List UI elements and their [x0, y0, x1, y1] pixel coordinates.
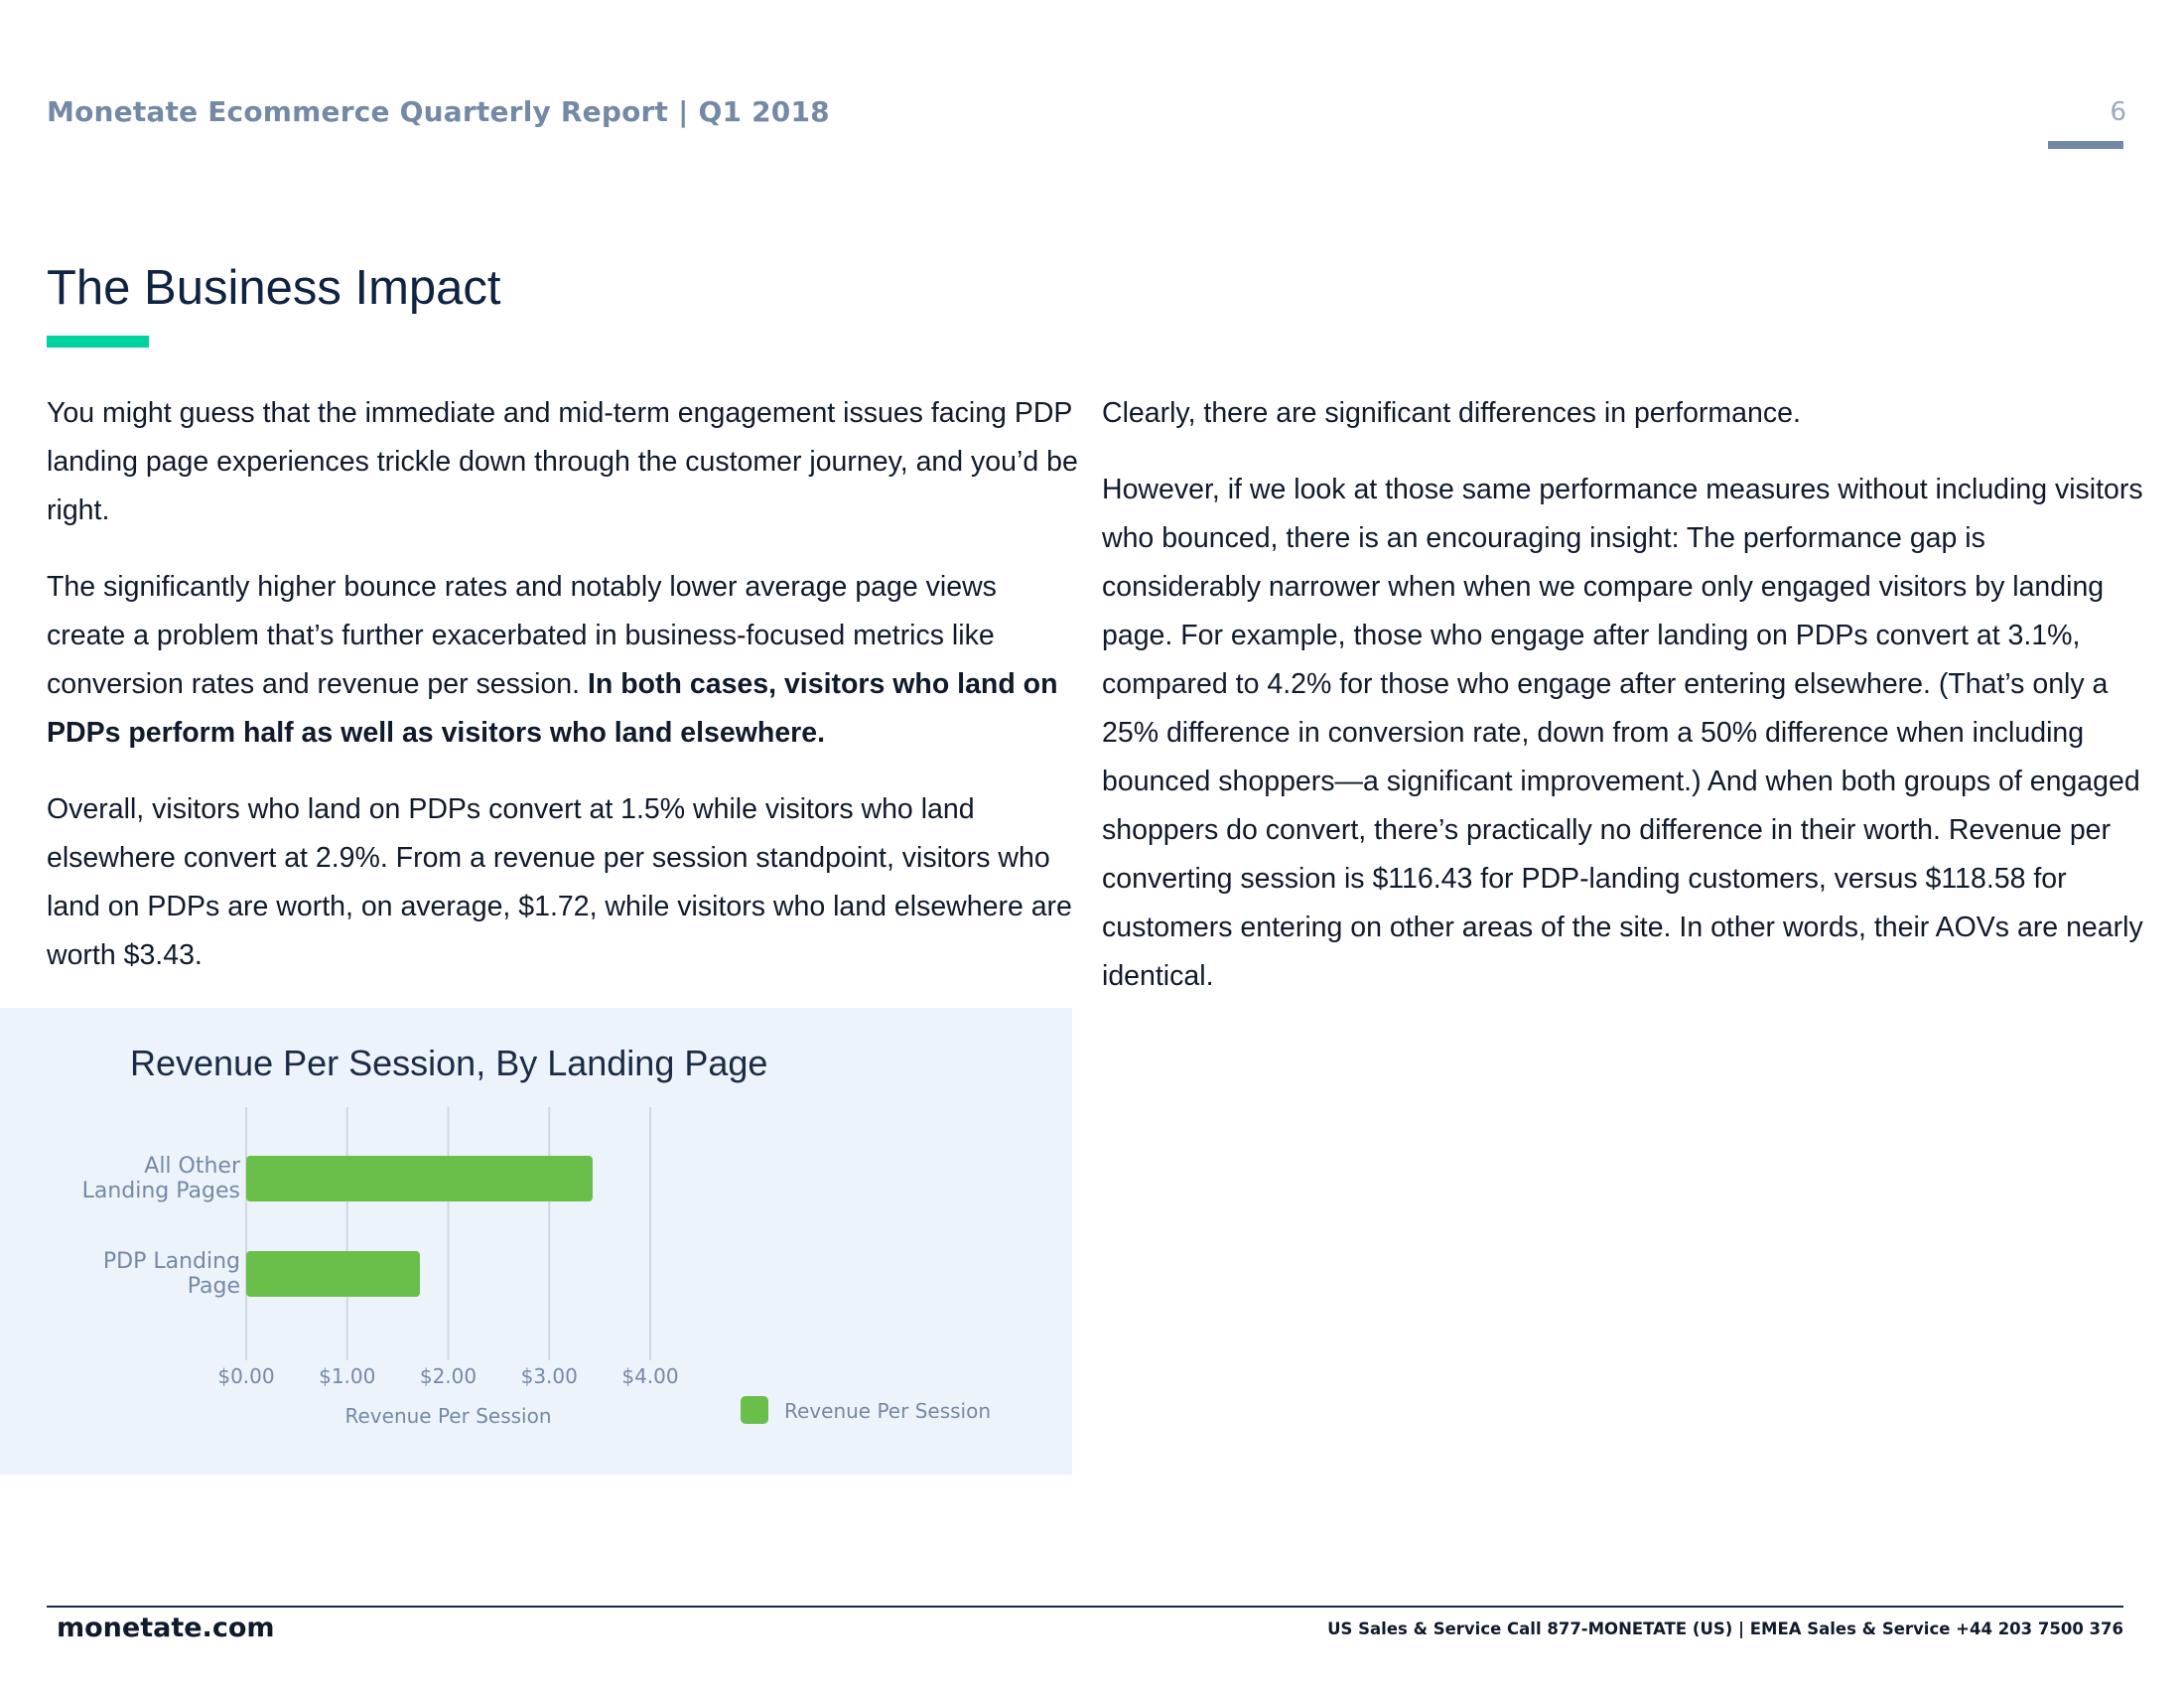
x-tick-label: $0.00 [217, 1364, 275, 1388]
left-paragraph-2-bold: In both cases, visitors who land on PDPs perform half as well as visitors who land elsewhere. [47, 668, 1058, 749]
x-tick-label: $3.00 [520, 1364, 578, 1388]
legend-label: Revenue Per Session [784, 1399, 991, 1423]
chart-title: Revenue Per Session, By Landing Page [130, 1043, 768, 1083]
title-underline [47, 336, 149, 348]
left-paragraph-3: Overall, visitors who land on PDPs convert at 1.5% while visitors who land elsewhere convert at 2.9%. From a revenue per session standpoint, visitors who land on PDPs are worth, on average, $1.72, while visitors who land elsewhere are worth $3.43. [47, 793, 1072, 971]
footer-brand[interactable]: monetate.com [57, 1613, 275, 1643]
left-paragraph-1: You might guess that the immediate and mid-term engagement issues facing PDP landing page experiences trickle down through the customer journey, and you’d be right. [47, 397, 1078, 526]
category-label: PDP Landing [102, 1249, 240, 1274]
right-paragraph-2: However, if we look at those same performance measures without including visitors who bounced, there is an encouraging insight: The performance gap is considerably narrower when when we compare only engaged visitors by landing page. For example, those who engage after landing on PDPs convert at 3.1%, compared to 4.2% for those who engage after entering elsewhere. (That’s only a 25% difference in conversion rate, down from a 50% difference when including bounced shoppers—a significant improvement.) And when both groups of engaged shoppers do convert, there’s practically no difference in their worth. Revenue per converting session is $116.43 for PDP-landing customers, versus $118.58 for customers entering on other areas of the site. In other words, their AOVs are nearly identical. [1102, 474, 2143, 992]
revenue-chart [0, 1008, 1072, 1475]
x-axis-label: Revenue Per Session [344, 1404, 552, 1428]
report-title: Monetate Ecommerce Quarterly Report | Q1 2018 [47, 95, 830, 128]
bar [246, 1251, 420, 1297]
category-label: Page [187, 1274, 240, 1299]
left-paragraph-2 [47, 563, 1079, 758]
category-label: All Other [144, 1154, 240, 1179]
left-column [47, 389, 1079, 1008]
category-label: Landing Pages [81, 1179, 240, 1203]
legend-swatch [741, 1396, 768, 1424]
right-paragraph-1: Clearly, there are significant differences in performance. [1102, 397, 1801, 429]
section-title: The Business Impact [47, 261, 501, 315]
x-tick-label: $1.00 [319, 1364, 376, 1388]
right-column [1102, 389, 2144, 1029]
x-tick-label: $2.00 [419, 1364, 478, 1388]
footer-divider [47, 1606, 2123, 1608]
x-tick-label: $4.00 [621, 1364, 679, 1388]
bar [246, 1156, 593, 1201]
page-number-bar [2048, 141, 2123, 149]
left-paragraph-2-text: The significantly higher bounce rates and notably lower average page views create a problem that’s further exacerbated in business-focused metrics like conversion rates and revenue per session. [47, 571, 997, 700]
page-number: 6 [2110, 97, 2126, 127]
footer-contact: US Sales & Service Call 877-MONETATE (US) | EMEA Sales & Service +44 203 7500 376 [1327, 1619, 2123, 1638]
